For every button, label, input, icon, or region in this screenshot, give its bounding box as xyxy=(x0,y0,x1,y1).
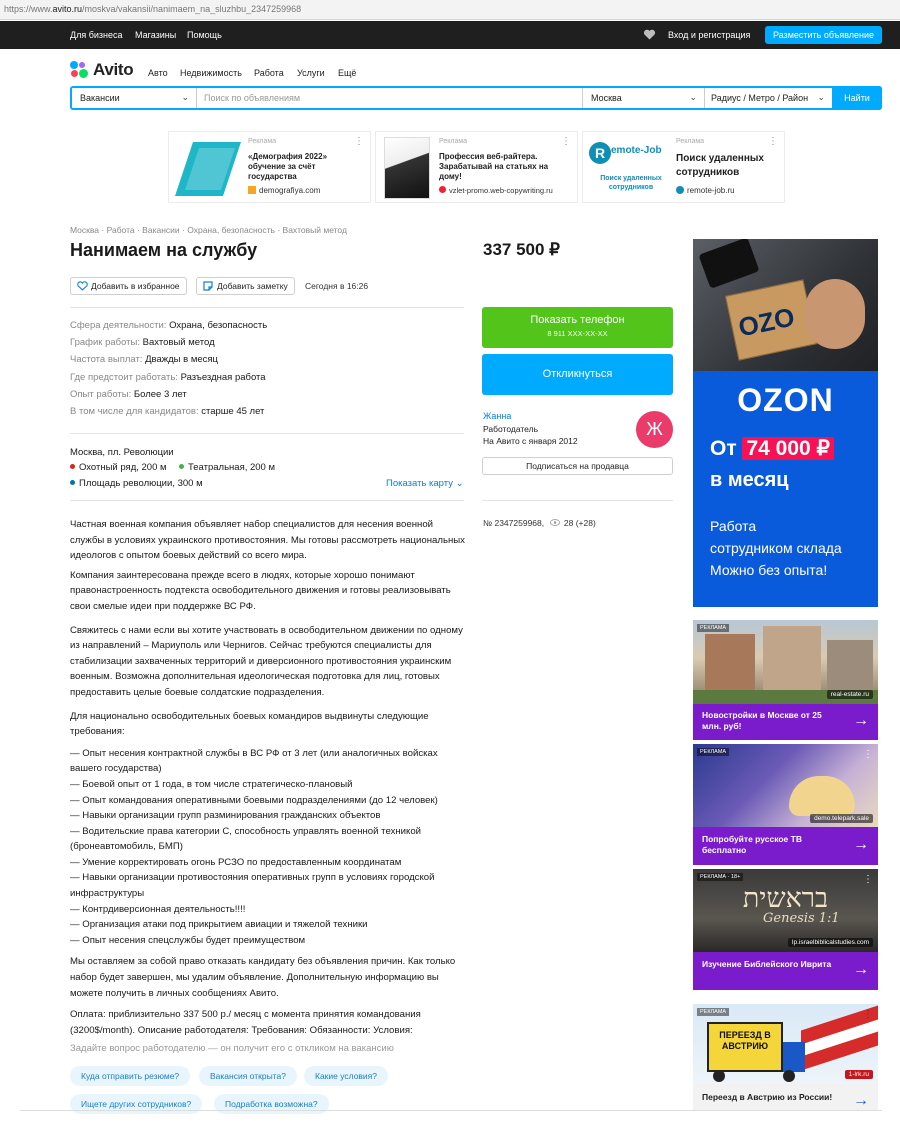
ad-image: בראשית Genesis 1:1 xyxy=(693,869,878,952)
arrow-right-icon: → xyxy=(853,961,869,978)
publish-date: Сегодня в 16:26 xyxy=(305,281,369,291)
question-chip[interactable]: Подработка возможна? xyxy=(214,1094,329,1114)
arrow-right-icon: → xyxy=(853,712,869,729)
ad-source: 1-lrk.ru xyxy=(845,1070,873,1079)
category-value: Вакансии xyxy=(80,93,120,103)
param-row: Где предстоит работать: Разъездная работа xyxy=(70,371,266,383)
ad-tag: РЕКЛАМА xyxy=(697,624,729,632)
top-ad-remotejob[interactable] xyxy=(582,131,785,203)
subscribe-button[interactable]: Подписаться на продавца xyxy=(482,457,673,475)
show-map-link[interactable]: Показать карту ⌄ xyxy=(386,478,464,489)
post-ad-button[interactable]: Разместить объявление xyxy=(765,26,882,44)
ad-tag: РЕКЛАМА · 18+ xyxy=(697,873,743,881)
ozon-photo xyxy=(693,239,878,371)
note-icon xyxy=(203,281,213,291)
webwriter-book-icon xyxy=(384,137,430,199)
metro-station: Охотный ряд, 200 м xyxy=(70,462,167,473)
desc-paragraph: Оплата: приблизительно 337 500 р./ месяц с момента принятия командования (3200$/month). Описание работодателя: Требования: Обязанности: Условия: xyxy=(70,1009,421,1036)
metro-station: Театральная, 200 м xyxy=(179,462,275,473)
question-chip[interactable]: Ищете других сотрудников? xyxy=(70,1094,202,1114)
site-icon xyxy=(439,186,446,193)
respond-button[interactable]: Откликнуться xyxy=(482,354,673,395)
desc-paragraph: Частная военная компания объявляет набор специалистов для несения военной службы в условиях украинского противостояния. Мы готовы рассмотреть национальных идеологов с опытом боевых действий со всего мира. xyxy=(70,519,465,562)
heart-icon xyxy=(77,281,88,291)
avito-logo[interactable] xyxy=(70,60,133,80)
param-row: Частота выплат: Дважды в месяц xyxy=(70,354,218,366)
ad-footer xyxy=(693,1084,878,1110)
show-phone-button[interactable]: Показать телефон 8 911 XXX-XX-XX xyxy=(482,307,673,348)
ad-title: Профессия веб-райтера. Зарабатывай на статьях на дому! xyxy=(439,152,549,181)
arrow-right-icon: → xyxy=(853,836,869,853)
add-note-button[interactable]: Добавить заметку xyxy=(196,277,295,295)
seller-role: Работодатель xyxy=(483,424,538,434)
nav-auto[interactable]: Авто xyxy=(148,68,168,78)
arrow-right-icon: → xyxy=(853,1092,869,1109)
chevron-down-icon: ⌄ xyxy=(181,92,189,102)
ad-label: Реклама xyxy=(676,138,705,145)
divider xyxy=(70,433,464,434)
ad-title: Новостройки в Москве от 25 млн. руб! xyxy=(702,710,822,731)
ozon-logo: OZON xyxy=(737,382,834,418)
nav-realty[interactable]: Недвижимость xyxy=(180,68,242,78)
param-row: График работы: Вахтовый метод xyxy=(70,337,215,349)
site-icon xyxy=(248,186,256,194)
chevron-down-icon: ⌄ xyxy=(817,92,825,102)
shops-link[interactable]: Магазины xyxy=(135,30,177,40)
more-icon[interactable]: ⋮ xyxy=(863,1009,873,1020)
eye-icon xyxy=(550,519,560,526)
radius-value: Радиус / Метро / Район xyxy=(711,93,809,103)
param-row: Сфера деятельности: Охрана, безопасность xyxy=(70,320,268,331)
search-input[interactable]: Поиск по объявлениям xyxy=(204,93,301,103)
help-link[interactable]: Помощь xyxy=(187,30,222,40)
page-title: Нанимаем на службу xyxy=(70,240,258,260)
question-chip[interactable]: Куда отправить резюме? xyxy=(70,1066,190,1086)
side-ad-tv[interactable] xyxy=(693,744,878,865)
address: Москва, пл. Революции xyxy=(70,447,174,458)
ad-tag: РЕКЛАМА xyxy=(697,748,729,756)
ad-title: «Демография 2022» обучение за счёт государства xyxy=(248,152,328,181)
more-icon[interactable]: ⋮ xyxy=(354,136,364,147)
city-value: Москва xyxy=(591,93,622,103)
ad-title: Поиск удаленных сотрудников xyxy=(676,153,764,178)
nav-services[interactable]: Услуги xyxy=(297,68,325,78)
demografiya-logo-icon xyxy=(175,140,241,198)
side-ad-austria[interactable] xyxy=(693,1004,878,1110)
address-bar[interactable] xyxy=(0,0,900,20)
side-ad-hebrew[interactable] xyxy=(693,869,878,990)
price: 337 500 ₽ xyxy=(483,240,560,259)
ad-site: vzlet-promo.web-copywriting.ru xyxy=(439,186,553,195)
add-favorite-button[interactable]: Добавить в избранное xyxy=(70,277,187,295)
desc-paragraph: Мы оставляем за собой право отказать кандидату без объявления причин. Как только набор будет завершен, мы удалим объявление. Дополнительную информацию вы можете получить в личных сообщениях Авито. xyxy=(70,956,456,999)
hand-shape xyxy=(805,279,865,349)
metro-dot-icon xyxy=(70,464,75,469)
divider xyxy=(482,500,673,501)
param-row: В том числе для кандидатов: старше 45 лет xyxy=(70,405,265,417)
ad-footer xyxy=(693,952,878,990)
ask-prompt: Задайте вопрос работодателю — он получит его с откликом на вакансию xyxy=(70,1043,394,1054)
ad-label: Реклама xyxy=(439,138,468,145)
avatar[interactable]: Ж xyxy=(636,411,673,448)
metro-dot-icon xyxy=(179,464,184,469)
more-icon[interactable]: ⋮ xyxy=(863,874,873,885)
ad-source: real-estate.ru xyxy=(827,690,873,699)
metro-dot-icon xyxy=(70,480,75,485)
ad-number: № 2347259968, xyxy=(483,518,545,528)
ozon-banner-ad[interactable] xyxy=(693,239,878,607)
ad-tag: РЕКЛАМА xyxy=(697,1008,729,1016)
site-icon xyxy=(676,186,684,194)
login-link[interactable]: Вход и регистрация xyxy=(668,30,751,40)
ad-title: Переезд в Австрию из России! xyxy=(702,1092,833,1102)
remotejob-logo: R emote-Job Поиск удаленных сотрудников xyxy=(589,142,671,196)
ad-footer xyxy=(693,704,878,740)
avito-dots-icon xyxy=(70,61,90,79)
param-row: Опыт работы: Более 3 лет xyxy=(70,388,187,400)
chevron-down-icon: ⌄ xyxy=(689,92,697,102)
ad-stats xyxy=(483,518,596,528)
top-ad-demografiya[interactable] xyxy=(168,131,371,203)
radius-select[interactable] xyxy=(704,88,832,108)
ad-title: Изучение Библейского Иврита xyxy=(702,959,832,969)
question-chip[interactable]: Какие условия? xyxy=(304,1066,388,1086)
ozon-salary: От 74 000 ₽ xyxy=(710,436,834,461)
breadcrumb[interactable]: Москва · Работа · Вакансии · Охрана, безопасность · Вахтовый метод xyxy=(70,225,347,235)
ad-footer xyxy=(693,827,878,865)
params-list xyxy=(70,320,460,423)
favorites-heart-icon[interactable] xyxy=(643,29,656,40)
desc-paragraph: Компания заинтересована прежде всего в людях, которые хорошо понимают правонастроенность подтекста освободительного движения и готовы реализовывать свои смелые идеи при поддержке ВС РФ. xyxy=(70,569,451,612)
divider xyxy=(70,307,464,308)
ozon-period: в месяц xyxy=(710,469,789,491)
ad-site: demografiya.com xyxy=(248,186,320,195)
more-icon[interactable]: ⋮ xyxy=(561,136,571,147)
views-count: 28 (+28) xyxy=(563,518,596,528)
more-icon[interactable]: ⋮ xyxy=(863,749,873,760)
requirements-list: — Опыт несения контрактной службы в ВС РФ от 3 лет (или аналогичных войсках вашего государства) — Боевой опыт от 1 года, в том числе стратегическо-плановый — Опыт командования оперативными боевыми подразделениями (до 12 человек) — Навыки организации групп разминирования гражданских объектов — Водительские права категории С, способность управлять военной техникой (бронеавтомобиль, БМП) — Умение корректировать огонь РСЗО по предоставленным координатам — Навыки организации противостояния оперативных групп в условиях городской инфраструктуры — Контрдиверсионная деятельность!!!! — Организация атаки под прикрытием авиации и тяжелой техники — Опыт несения спецслужбы будет преимуществом xyxy=(70,747,438,946)
ad-site: remote-job.ru xyxy=(676,186,735,195)
top-bar xyxy=(0,21,900,49)
search-submit-button[interactable]: Найти xyxy=(832,86,882,110)
metro-station: Площадь революции, 300 м xyxy=(70,478,203,489)
desc-paragraph: Свяжитесь с нами если вы хотите участвовать в освободительном движении по одному из направлений – Мариуполь или Чернигов. Сейчас требуются специалисты для стабилизации захваченных территорий и диверсионного противостояния украинским военным. Возможна дополнительная идеологическая подготовка для лиц, готовых предоставить целые боевые солдатские подразделения. xyxy=(70,624,463,698)
desc-paragraph: Для национально освободительных боевых командиров выдвинуты следующие требования: xyxy=(70,710,429,738)
seller-since: На Авито с января 2012 xyxy=(483,436,578,446)
truck-icon: ПЕРЕЕЗД В АВСТРИЮ xyxy=(707,1022,783,1072)
ozon-job-text: Работа сотрудником склада Можно без опыта! xyxy=(710,518,842,578)
ad-source: lp.israelbiblicalstudies.com xyxy=(788,938,873,947)
divider xyxy=(70,500,464,501)
scanner-icon xyxy=(698,239,759,289)
question-chip[interactable]: Вакансия открыта? xyxy=(199,1066,297,1086)
nav-more[interactable]: Ещё xyxy=(338,68,357,78)
more-icon[interactable]: ⋮ xyxy=(768,136,778,147)
url-prefix: https://www. xyxy=(4,4,53,14)
side-ad-realestate[interactable] xyxy=(693,620,878,740)
description xyxy=(70,517,466,1040)
top-ad-webwriter[interactable] xyxy=(375,131,578,203)
url-host: avito.ru xyxy=(52,4,83,14)
ad-label: Реклама xyxy=(248,138,277,145)
category-select[interactable] xyxy=(72,88,197,108)
url-path: /moskva/vakansii/nanimaem_na_sluzhbu_2347259968 xyxy=(82,4,302,14)
search-bar xyxy=(70,86,882,110)
city-select[interactable] xyxy=(582,88,704,108)
nav-work[interactable]: Работа xyxy=(254,68,284,78)
parcel-box-icon: OZO xyxy=(725,279,817,360)
seller-name-link[interactable]: Жанна xyxy=(483,411,512,421)
divider xyxy=(20,1110,882,1111)
business-link[interactable]: Для бизнеса xyxy=(70,30,123,40)
chevron-down-icon: ⌄ xyxy=(455,478,464,489)
ad-title: Попробуйте русское ТВ бесплатно xyxy=(702,834,802,855)
brand-name: Avito xyxy=(93,60,134,79)
ad-source: demo.telepark.sale xyxy=(810,814,873,823)
